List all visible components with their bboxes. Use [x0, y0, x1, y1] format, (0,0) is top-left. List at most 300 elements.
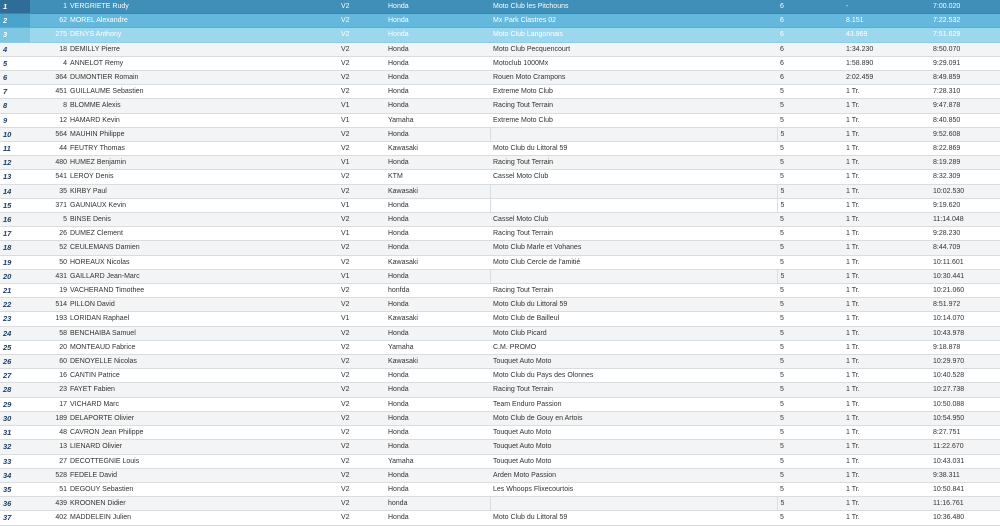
laps-cell: 5 [777, 511, 843, 525]
time-cell: 8:40.850 [930, 113, 1000, 127]
rider-name-cell: HAMARD Kevin [67, 113, 338, 127]
laps-cell: 5 [777, 369, 843, 383]
table-row[interactable] [0, 340, 1000, 354]
table-row[interactable] [0, 0, 1000, 14]
time-cell: 10:50.841 [930, 482, 1000, 496]
rider-name-cell: DUMONTIER Romain [67, 71, 338, 85]
gap-cell: 1 Tr. [843, 511, 930, 525]
brand-cell: Honda [385, 156, 490, 170]
table-row[interactable] [0, 85, 1000, 99]
table-row[interactable] [0, 170, 1000, 184]
brand-cell: Honda [385, 383, 490, 397]
brand-cell: Honda [385, 85, 490, 99]
table-row[interactable] [0, 312, 1000, 326]
rider-name-cell: MOREL Alexandre [67, 14, 338, 28]
laps-cell: 5 [777, 411, 843, 425]
category-cell: V1 [338, 156, 385, 170]
club-cell: Moto Club Cercle de l'amitié [490, 255, 777, 269]
table-row[interactable] [0, 241, 1000, 255]
laps-cell: 6 [777, 42, 843, 56]
laps-cell: 5 [777, 426, 843, 440]
club-cell: Touquet Auto Moto [490, 355, 777, 369]
gap-cell: 1 Tr. [843, 170, 930, 184]
category-cell: V2 [338, 142, 385, 156]
brand-cell: Honda [385, 369, 490, 383]
position-cell: 2 [0, 14, 30, 28]
gap-cell: 1 Tr. [843, 255, 930, 269]
rider-name-cell: GAILLARD Jean-Marc [67, 269, 338, 283]
table-row[interactable] [0, 397, 1000, 411]
bib-number-cell: 18 [30, 42, 67, 56]
club-cell: Arden Moto Passion [490, 468, 777, 482]
rider-name-cell: FEUTRY Thomas [67, 142, 338, 156]
brand-cell: Honda [385, 326, 490, 340]
position-cell: 16 [0, 213, 30, 227]
brand-cell: Yamaha [385, 454, 490, 468]
table-row[interactable] [0, 184, 1000, 198]
table-row[interactable] [0, 255, 1000, 269]
brand-cell: Honda [385, 241, 490, 255]
category-cell: V2 [338, 42, 385, 56]
bib-number-cell: 193 [30, 312, 67, 326]
bib-number-cell: 23 [30, 383, 67, 397]
gap-cell: 1 Tr. [843, 497, 930, 511]
bib-number-cell: 364 [30, 71, 67, 85]
position-cell: 19 [0, 255, 30, 269]
brand-cell: Honda [385, 71, 490, 85]
club-cell: C.M. PROMO [490, 340, 777, 354]
table-row[interactable] [0, 355, 1000, 369]
category-cell: V2 [338, 85, 385, 99]
rider-name-cell: LEROY Denis [67, 170, 338, 184]
bib-number-cell: 402 [30, 511, 67, 525]
category-cell: V2 [338, 170, 385, 184]
table-row[interactable] [0, 369, 1000, 383]
table-row[interactable] [0, 511, 1000, 525]
time-cell: 9:28.230 [930, 227, 1000, 241]
gap-cell: 1 Tr. [843, 440, 930, 454]
position-cell: 34 [0, 468, 30, 482]
bib-number-cell: 44 [30, 142, 67, 156]
position-cell: 8 [0, 99, 30, 113]
gap-cell: 1 Tr. [843, 213, 930, 227]
bib-number-cell: 4 [30, 56, 67, 70]
table-row[interactable] [0, 284, 1000, 298]
time-cell: 10:29.970 [930, 355, 1000, 369]
laps-cell: 5 [777, 468, 843, 482]
table-row[interactable] [0, 440, 1000, 454]
bib-number-cell: 514 [30, 298, 67, 312]
rider-name-cell: GUILLAUME Sebastien [67, 85, 338, 99]
time-cell: 7:22.532 [930, 14, 1000, 28]
rider-name-cell: DELAPORTE Olivier [67, 411, 338, 425]
rider-name-cell: DEGOUY Sebastien [67, 482, 338, 496]
laps-cell: 5 [777, 454, 843, 468]
gap-cell: 1 Tr. [843, 227, 930, 241]
time-cell: 10:02.530 [930, 184, 1000, 198]
gap-cell: 8.151 [843, 14, 930, 28]
position-cell: 17 [0, 227, 30, 241]
rider-name-cell: MAUHIN Philippe [67, 127, 338, 141]
bib-number-cell: 26 [30, 227, 67, 241]
club-cell: Moto Club de Gouy en Artois [490, 411, 777, 425]
gap-cell: 1 Tr. [843, 113, 930, 127]
brand-cell: Yamaha [385, 340, 490, 354]
laps-cell: 6 [777, 0, 843, 14]
rider-name-cell: VICHARD Marc [67, 397, 338, 411]
gap-cell: 1 Tr. [843, 269, 930, 283]
time-cell: 8:22.869 [930, 142, 1000, 156]
time-cell: 10:11.601 [930, 255, 1000, 269]
rider-name-cell: MADDELEIN Julien [67, 511, 338, 525]
rider-name-cell: DEMILLY Pierre [67, 42, 338, 56]
laps-cell: 5 [777, 241, 843, 255]
gap-cell: 1 Tr. [843, 326, 930, 340]
rider-name-cell: FEDELE David [67, 468, 338, 482]
time-cell: 10:50.088 [930, 397, 1000, 411]
bib-number-cell: 20 [30, 340, 67, 354]
time-cell: 10:30.441 [930, 269, 1000, 283]
table-row[interactable] [0, 56, 1000, 70]
brand-cell: Honda [385, 213, 490, 227]
club-cell [490, 269, 777, 283]
time-cell: 10:36.480 [930, 511, 1000, 525]
category-cell: V2 [338, 340, 385, 354]
position-cell: 31 [0, 426, 30, 440]
position-cell: 10 [0, 127, 30, 141]
laps-cell: 5 [777, 284, 843, 298]
time-cell: 10:43.031 [930, 454, 1000, 468]
brand-cell: Honda [385, 426, 490, 440]
position-cell: 21 [0, 284, 30, 298]
laps-cell: 6 [777, 71, 843, 85]
time-cell: 7:28.310 [930, 85, 1000, 99]
club-cell: Cassel Moto Club [490, 170, 777, 184]
gap-cell: 1 Tr. [843, 426, 930, 440]
category-cell: V2 [338, 0, 385, 14]
category-cell: V2 [338, 184, 385, 198]
time-cell: 11:14.048 [930, 213, 1000, 227]
category-cell: V2 [338, 497, 385, 511]
brand-cell: Kawasaki [385, 312, 490, 326]
gap-cell: 1:34.230 [843, 42, 930, 56]
bib-number-cell: 19 [30, 284, 67, 298]
position-cell: 24 [0, 326, 30, 340]
gap-cell: 1 Tr. [843, 312, 930, 326]
table-row[interactable] [0, 269, 1000, 283]
category-cell: V2 [338, 468, 385, 482]
time-cell: 10:43.978 [930, 326, 1000, 340]
position-cell: 26 [0, 355, 30, 369]
brand-cell: Honda [385, 0, 490, 14]
club-cell: Racing Tout Terrain [490, 383, 777, 397]
table-row[interactable] [0, 113, 1000, 127]
gap-cell: 1 Tr. [843, 355, 930, 369]
category-cell: V2 [338, 355, 385, 369]
table-row[interactable] [0, 99, 1000, 113]
laps-cell: 5 [777, 255, 843, 269]
category-cell: V2 [338, 28, 385, 42]
position-cell: 11 [0, 142, 30, 156]
laps-cell: 6 [777, 14, 843, 28]
position-cell: 5 [0, 56, 30, 70]
position-cell: 36 [0, 497, 30, 511]
table-row[interactable] [0, 142, 1000, 156]
club-cell [490, 198, 777, 212]
gap-cell: 1 Tr. [843, 142, 930, 156]
laps-cell: 5 [777, 113, 843, 127]
gap-cell: 1 Tr. [843, 127, 930, 141]
bib-number-cell: 13 [30, 440, 67, 454]
brand-cell: Honda [385, 411, 490, 425]
club-cell: Mx Park Clastres 02 [490, 14, 777, 28]
position-cell: 15 [0, 198, 30, 212]
time-cell: 11:16.761 [930, 497, 1000, 511]
table-row[interactable] [0, 227, 1000, 241]
rider-name-cell: GAUNIAUX Kevin [67, 198, 338, 212]
club-cell: Moto Club Picard [490, 326, 777, 340]
bib-number-cell: 50 [30, 255, 67, 269]
brand-cell: honda [385, 497, 490, 511]
laps-cell: 5 [777, 227, 843, 241]
gap-cell: 1 Tr. [843, 85, 930, 99]
brand-cell: Honda [385, 99, 490, 113]
table-row[interactable] [0, 426, 1000, 440]
bib-number-cell: 17 [30, 397, 67, 411]
laps-cell: 5 [777, 213, 843, 227]
bib-number-cell: 58 [30, 326, 67, 340]
bib-number-cell: 60 [30, 355, 67, 369]
rider-name-cell: LIENARD Olivier [67, 440, 338, 454]
bib-number-cell: 62 [30, 14, 67, 28]
rider-name-cell: BINSE Denis [67, 213, 338, 227]
table-row[interactable] [0, 156, 1000, 170]
brand-cell: Honda [385, 42, 490, 56]
club-cell [490, 497, 777, 511]
category-cell: V1 [338, 269, 385, 283]
gap-cell: 2:02.459 [843, 71, 930, 85]
table-row[interactable] [0, 383, 1000, 397]
category-cell: V2 [338, 411, 385, 425]
laps-cell: 5 [777, 497, 843, 511]
table-row[interactable] [0, 198, 1000, 212]
table-row[interactable] [0, 411, 1000, 425]
table-row[interactable] [0, 14, 1000, 28]
club-cell [490, 127, 777, 141]
brand-cell: Honda [385, 28, 490, 42]
rider-name-cell: BLOMME Alexis [67, 99, 338, 113]
bib-number-cell: 16 [30, 369, 67, 383]
club-cell: Touquet Auto Moto [490, 454, 777, 468]
time-cell: 9:29.091 [930, 56, 1000, 70]
club-cell: Moto Club du Littoral 59 [490, 511, 777, 525]
position-cell: 32 [0, 440, 30, 454]
brand-cell: Honda [385, 14, 490, 28]
position-cell: 20 [0, 269, 30, 283]
table-row[interactable] [0, 482, 1000, 496]
time-cell: 9:52.608 [930, 127, 1000, 141]
club-cell: Touquet Auto Moto [490, 440, 777, 454]
club-cell: Moto Club les Pitchouns [490, 0, 777, 14]
category-cell: V2 [338, 426, 385, 440]
rider-name-cell: VERGRIETE Rudy [67, 0, 338, 14]
bib-number-cell: 480 [30, 156, 67, 170]
gap-cell: 1 Tr. [843, 198, 930, 212]
time-cell: 8:32.309 [930, 170, 1000, 184]
time-cell: 10:21.060 [930, 284, 1000, 298]
category-cell: V2 [338, 326, 385, 340]
time-cell: 9:18.878 [930, 340, 1000, 354]
position-cell: 22 [0, 298, 30, 312]
time-cell: 8:44.709 [930, 241, 1000, 255]
time-cell: 9:47.878 [930, 99, 1000, 113]
laps-cell: 6 [777, 56, 843, 70]
bib-number-cell: 51 [30, 482, 67, 496]
category-cell: V2 [338, 298, 385, 312]
gap-cell: 1 Tr. [843, 369, 930, 383]
category-cell: V2 [338, 284, 385, 298]
laps-cell: 5 [777, 397, 843, 411]
category-cell: V1 [338, 113, 385, 127]
category-cell: V2 [338, 397, 385, 411]
brand-cell: Honda [385, 269, 490, 283]
time-cell: 10:54.950 [930, 411, 1000, 425]
position-cell: 13 [0, 170, 30, 184]
brand-cell: Yamaha [385, 113, 490, 127]
table-row[interactable] [0, 71, 1000, 85]
club-cell: Racing Tout Terrain [490, 284, 777, 298]
bib-number-cell: 541 [30, 170, 67, 184]
bib-number-cell: 1 [30, 0, 67, 14]
club-cell: Moto Club Langonnais [490, 28, 777, 42]
position-cell: 14 [0, 184, 30, 198]
table-row[interactable] [0, 468, 1000, 482]
rider-name-cell: CAVRON Jean Philippe [67, 426, 338, 440]
laps-cell: 5 [777, 355, 843, 369]
laps-cell: 5 [777, 482, 843, 496]
club-cell [490, 184, 777, 198]
table-row[interactable] [0, 298, 1000, 312]
table-row[interactable] [0, 454, 1000, 468]
category-cell: V2 [338, 71, 385, 85]
rider-name-cell: DUMEZ Clement [67, 227, 338, 241]
bib-number-cell: 275 [30, 28, 67, 42]
category-cell: V1 [338, 312, 385, 326]
brand-cell: Honda [385, 227, 490, 241]
brand-cell: honfda [385, 284, 490, 298]
bib-number-cell: 52 [30, 241, 67, 255]
brand-cell: Kawasaki [385, 184, 490, 198]
table-row[interactable] [0, 497, 1000, 511]
position-cell: 25 [0, 340, 30, 354]
club-cell: Moto Club de Bailleul [490, 312, 777, 326]
gap-cell: 1 Tr. [843, 156, 930, 170]
time-cell: 8:50.070 [930, 42, 1000, 56]
brand-cell: Honda [385, 511, 490, 525]
brand-cell: Honda [385, 397, 490, 411]
category-cell: V2 [338, 14, 385, 28]
rider-name-cell: DENYS Anthony [67, 28, 338, 42]
position-cell: 30 [0, 411, 30, 425]
club-cell: Touquet Auto Moto [490, 426, 777, 440]
position-cell: 28 [0, 383, 30, 397]
club-cell: Moto Club du Littoral 59 [490, 142, 777, 156]
brand-cell: Kawasaki [385, 355, 490, 369]
laps-cell: 5 [777, 383, 843, 397]
position-cell: 18 [0, 241, 30, 255]
position-cell: 35 [0, 482, 30, 496]
rider-name-cell: PILLON David [67, 298, 338, 312]
time-cell: 7:51.629 [930, 28, 1000, 42]
rider-name-cell: HUMEZ Benjamin [67, 156, 338, 170]
laps-cell: 5 [777, 326, 843, 340]
club-cell: Team Enduro Passion [490, 397, 777, 411]
category-cell: V1 [338, 227, 385, 241]
bib-number-cell: 439 [30, 497, 67, 511]
brand-cell: Honda [385, 56, 490, 70]
gap-cell: 1:58.890 [843, 56, 930, 70]
time-cell: 8:19.289 [930, 156, 1000, 170]
time-cell: 10:14.070 [930, 312, 1000, 326]
time-cell: 7:00.020 [930, 0, 1000, 14]
bib-number-cell: 451 [30, 85, 67, 99]
gap-cell: - [843, 0, 930, 14]
table-row[interactable] [0, 213, 1000, 227]
position-cell: 4 [0, 42, 30, 56]
gap-cell: 1 Tr. [843, 411, 930, 425]
brand-cell: Honda [385, 198, 490, 212]
laps-cell: 5 [777, 269, 843, 283]
laps-cell: 5 [777, 156, 843, 170]
table-row[interactable] [0, 42, 1000, 56]
rider-name-cell: BENCHAIBA Samuel [67, 326, 338, 340]
position-cell: 29 [0, 397, 30, 411]
rider-name-cell: CANTIN Patrice [67, 369, 338, 383]
category-cell: V2 [338, 369, 385, 383]
gap-cell: 1 Tr. [843, 468, 930, 482]
rider-name-cell: HOREAUX Nicolas [67, 255, 338, 269]
rider-name-cell: DENOYELLE Nicolas [67, 355, 338, 369]
laps-cell: 6 [777, 28, 843, 42]
gap-cell: 43.969 [843, 28, 930, 42]
club-cell: Racing Tout Terrain [490, 227, 777, 241]
bib-number-cell: 8 [30, 99, 67, 113]
laps-cell: 5 [777, 184, 843, 198]
rider-name-cell: KIRBY Paul [67, 184, 338, 198]
club-cell: Rouen Moto Crampons [490, 71, 777, 85]
table-row[interactable] [0, 127, 1000, 141]
table-row[interactable] [0, 326, 1000, 340]
position-cell: 6 [0, 71, 30, 85]
gap-cell: 1 Tr. [843, 284, 930, 298]
rider-name-cell: MONTEAUD Fabrice [67, 340, 338, 354]
category-cell: V2 [338, 454, 385, 468]
bib-number-cell: 431 [30, 269, 67, 283]
category-cell: V2 [338, 482, 385, 496]
laps-cell: 5 [777, 99, 843, 113]
gap-cell: 1 Tr. [843, 99, 930, 113]
position-cell: 3 [0, 28, 30, 42]
rider-name-cell: KROONEN Didier [67, 497, 338, 511]
time-cell: 9:19.620 [930, 198, 1000, 212]
table-row[interactable] [0, 28, 1000, 42]
time-cell: 10:40.528 [930, 369, 1000, 383]
position-cell: 33 [0, 454, 30, 468]
laps-cell: 5 [777, 85, 843, 99]
category-cell: V2 [338, 213, 385, 227]
gap-cell: 1 Tr. [843, 241, 930, 255]
club-cell: Moto Club du Pays des Olonnes [490, 369, 777, 383]
